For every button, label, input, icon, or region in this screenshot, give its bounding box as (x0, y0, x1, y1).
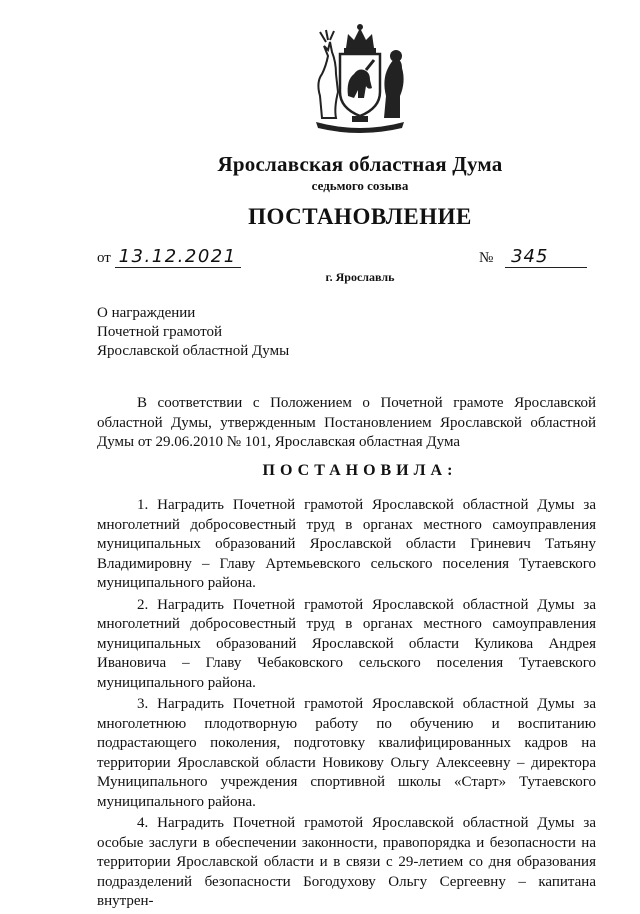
number-prefix: № (479, 250, 494, 266)
handwritten-number: 345 (505, 246, 587, 268)
decree-item: 3. Наградить Почетной грамотой Ярославской областной Думы за многолетнюю плодотворную работу по обучению и воспитанию подрастающего поколения, подготовку квалифицированных кадров на территории Ярославской области Новикову Ольгу Алексеевну – директора Муниципального учреждения спортивной школы «Старт» Тутаевского муниципального района. (97, 696, 596, 810)
decree-items (97, 496, 596, 914)
subject-line: Ярославской областной Думы (97, 343, 290, 359)
preamble-paragraph: В соответствии с Положением о Почетной грамоте Ярославской областной Думы, утвержденным Постановлением Ярославской областной Думы от 29.06.2010 № 101, Ярославская областная Дума (97, 395, 596, 450)
coat-of-arms-emblem (296, 22, 424, 134)
city-label: г. Ярославль (325, 270, 395, 284)
date-prefix: от (97, 250, 111, 266)
document-type-heading: ПОСТАНОВЛЕНИЕ (248, 204, 472, 229)
decree-heading: ПОСТАНОВИЛА: (262, 462, 458, 479)
decree-item: 2. Наградить Почетной грамотой Ярославской областной Думы за многолетний добросовестный труд в органах местного самоуправления муниципальных образований Ярославской области Куликова Андрея Ивановича – Главу Чебаковского сельского поселения Тутаевского муниципального района. (97, 596, 596, 691)
handwritten-date: 13.12.2021 (115, 246, 241, 268)
organization-title: Ярославская областная Дума (217, 152, 503, 176)
convocation-subtitle: седьмого созыва (311, 178, 409, 193)
decree-item: 4. Наградить Почетной грамотой Ярославской областной Думы за особые заслуги в обеспечении законности, правопорядка и безопасности на территории Ярославской области и в связи с 29-летием со дня образования подразделений безопасности Богодухову Ольгу Сергеевну – капитана внутрен- (97, 815, 596, 909)
subject-line: Почетной грамотой (97, 324, 222, 340)
number-line (479, 246, 587, 268)
subject-line: О награждении (97, 305, 196, 321)
document-subject (97, 304, 289, 361)
decree-item: 1. Наградить Почетной грамотой Ярославской областной Думы за многолетний добросовестный труд в органах местного самоуправления муниципальных образований Ярославской области Гриневич Татьяну Владимировну – Главу Артемьевского сельского поселения Тутаевского муниципального района. (97, 497, 596, 591)
date-line (97, 246, 241, 268)
